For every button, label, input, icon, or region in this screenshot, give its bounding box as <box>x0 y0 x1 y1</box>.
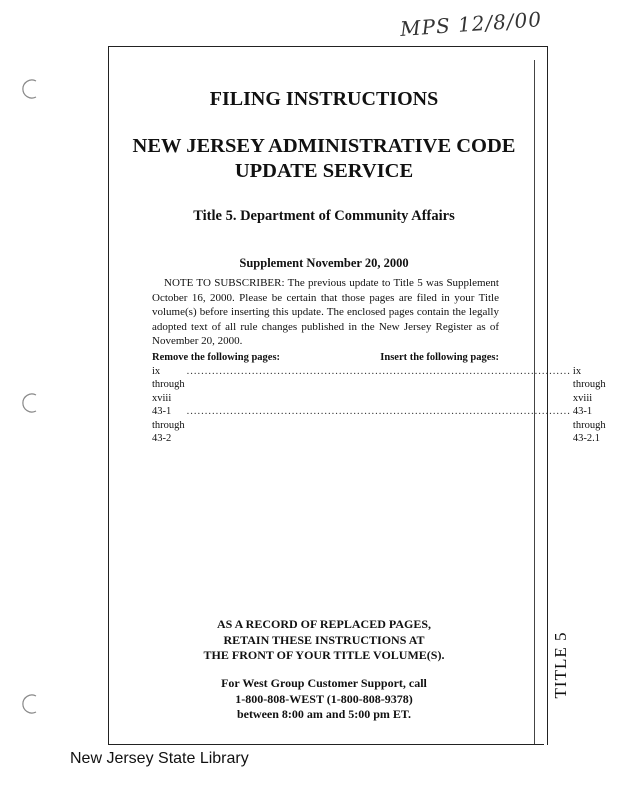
notice-line: THE FRONT OF YOUR TITLE VOLUME(S). <box>203 648 445 662</box>
remove-header: Remove the following pages: <box>152 352 281 363</box>
support-line: 1-800-808-WEST (1-800-808-9378) <box>235 691 413 706</box>
title-line: Title 5. Department of Community Affairs <box>193 208 455 224</box>
subscriber-note: NOTE TO SUBSCRIBER: The previous update to Title 5 was Supplement October 16, 2000. Please be certain that those pages are filed in your Title volume(s) before inserting this update. The enclosed pages contain the legally adopted text of all rule changes published in the New Jersey Register as of November 20, 2000. <box>152 277 499 347</box>
remove-pages: ix through xviii <box>152 365 185 404</box>
support-line: For West Group Customer Support, call <box>221 676 427 690</box>
customer-support <box>114 676 534 723</box>
tab-divider <box>534 60 535 744</box>
punch-hole-icon <box>20 78 42 100</box>
page-title: FILING INSTRUCTIONS <box>209 88 439 110</box>
pages-table <box>152 351 606 446</box>
insert-header: Insert the following pages: <box>380 352 499 363</box>
support-line: between 8:00 am and 5:00 pm ET. <box>236 707 412 721</box>
leader-dots: .......................................................................................................... <box>186 406 571 417</box>
table-row <box>152 365 606 406</box>
code-title-line: UPDATE SERVICE <box>234 160 414 182</box>
supplement-date: Supplement November 20, 2000 <box>239 256 409 270</box>
pages-table-header <box>152 351 499 365</box>
insert-pages: ix through xviii <box>572 365 606 404</box>
table-row <box>152 405 606 446</box>
handwritten-note: MPS 12/8/00 <box>399 7 543 41</box>
title-tab <box>541 615 581 715</box>
punch-hole-icon <box>20 693 42 715</box>
insert-pages: 43-1 through 43-2.1 <box>572 406 606 444</box>
code-title-line: NEW JERSEY ADMINISTRATIVE CODE <box>132 135 516 157</box>
code-title <box>114 134 534 184</box>
library-stamp: New Jersey State Library <box>70 750 249 767</box>
remove-pages: 43-1 through 43-2 <box>152 406 185 444</box>
notice-line: AS A RECORD OF REPLACED PAGES, <box>216 617 432 631</box>
retain-notice <box>114 617 534 664</box>
page-frame-bottom <box>108 744 544 745</box>
notice-line: RETAIN THESE INSTRUCTIONS AT <box>223 632 425 647</box>
punch-hole-icon <box>20 392 42 414</box>
leader-dots: .......................................................................................................... <box>186 365 571 377</box>
title-tab-label: TITLE 5 <box>551 631 570 699</box>
